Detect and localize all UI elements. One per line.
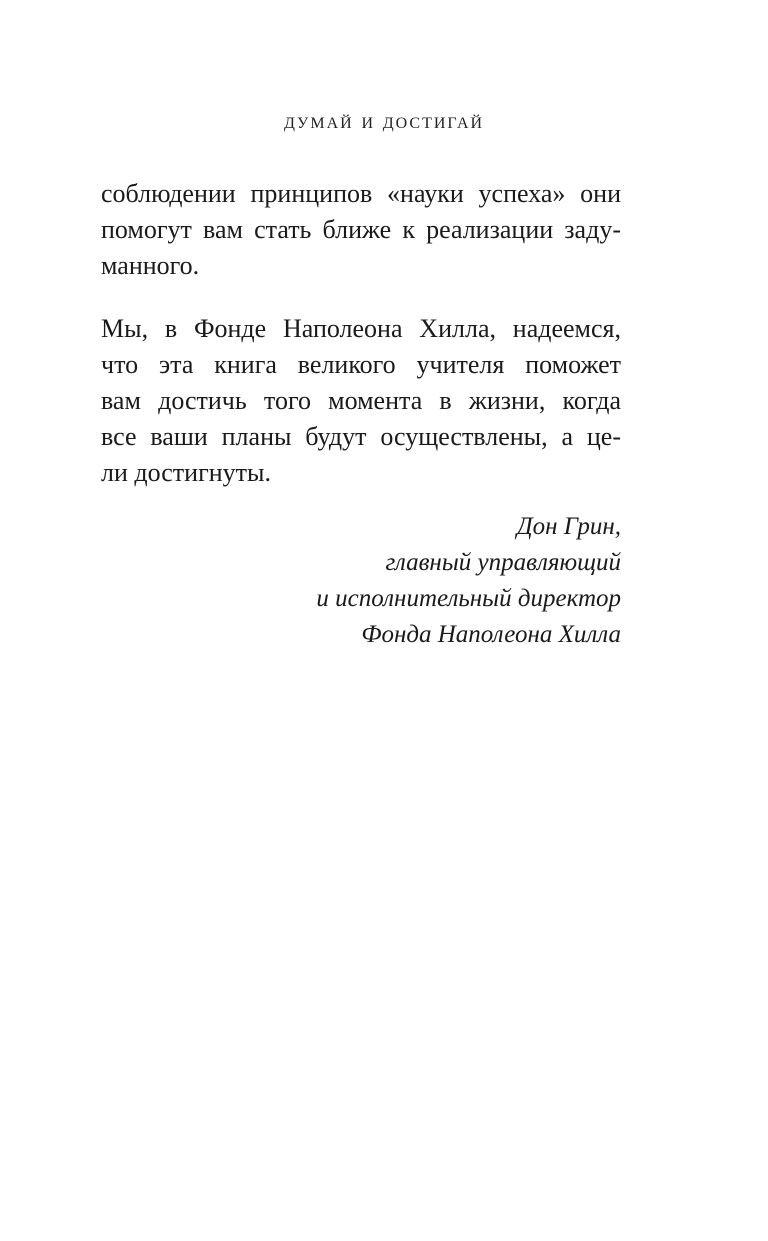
paragraph-line: все ваши планы будут осуществлены, а це- <box>101 422 621 451</box>
paragraph-line: соблюдении принципов «науки успеха» они <box>101 179 621 208</box>
paragraph-line: манного. <box>101 251 200 280</box>
signature-name: Дон Грин, <box>516 513 621 540</box>
signature-title-line-2: и исполнительный директор <box>316 585 621 612</box>
paragraph-line: Мы, в Фонде Наполеона Хилла, надеемся, <box>101 314 621 343</box>
running-head-title: думай и достигай <box>283 108 485 133</box>
paragraph-line: ли достигнуты. <box>101 458 271 487</box>
paragraph-line: вам достичь того момента в жизни, когда <box>101 386 621 415</box>
signature-block <box>101 509 621 653</box>
signature-title-line-1: главный управляющий <box>385 549 621 576</box>
signature-organization: Фонда Наполеона Хилла <box>361 621 621 648</box>
paragraph-2 <box>101 311 621 491</box>
paragraph-line: что эта книга великого учителя поможет <box>101 350 621 379</box>
paragraph-line: помогут вам стать ближе к реализации заду- <box>101 215 621 244</box>
paragraph-1 <box>101 176 621 284</box>
